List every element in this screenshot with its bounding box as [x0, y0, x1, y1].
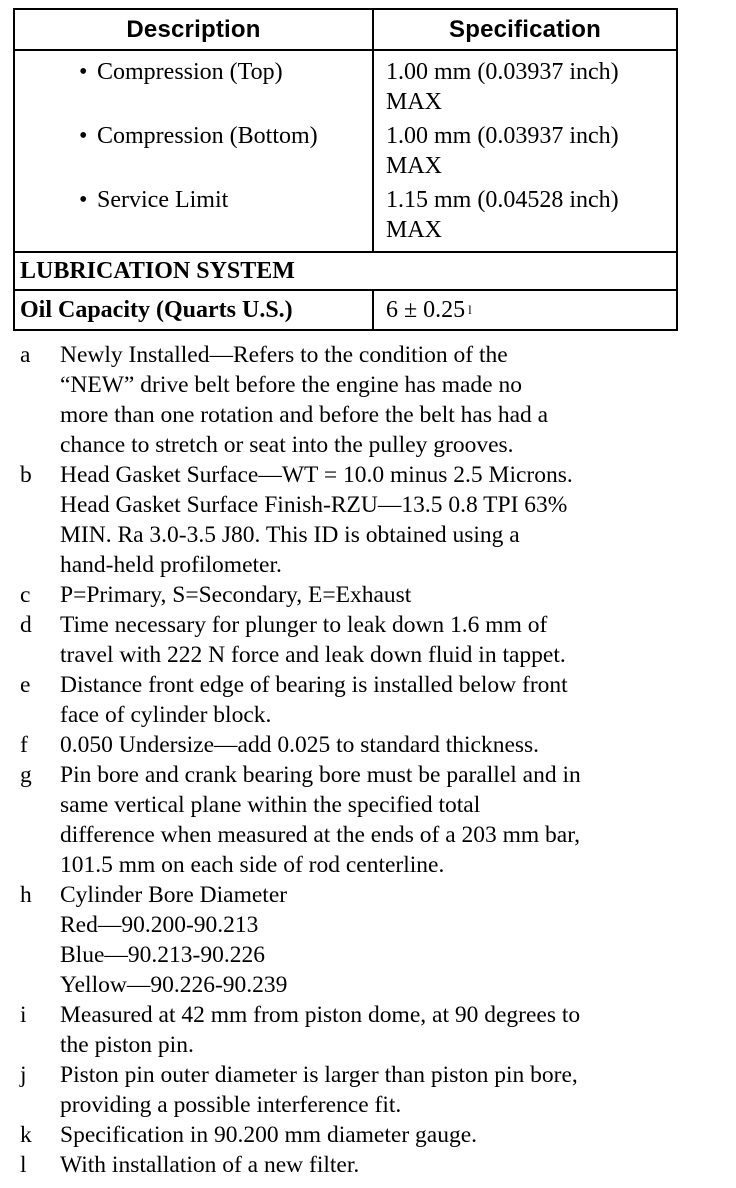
footnote-letter: j	[20, 1062, 27, 1088]
spec-value: 1.00 mm (0.03937 inch)	[386, 59, 619, 85]
row-label: Compression (Bottom)	[97, 123, 318, 149]
footnote-text: 0.050 Undersize—add 0.025 to standard thickness.	[60, 732, 540, 758]
description-column	[15, 51, 374, 251]
footnote-letter: i	[20, 1002, 27, 1028]
header-specification: Specification	[449, 15, 601, 43]
footnote-text: Specification in 90.200 mm diameter gauge.	[60, 1122, 478, 1148]
footnote-letter: e	[20, 672, 31, 698]
oil-capacity-label: Oil Capacity (Quarts U.S.)	[15, 291, 374, 329]
footnote-letter: a	[20, 342, 31, 368]
specification-column	[374, 51, 676, 251]
row-label: Compression (Top)	[97, 59, 283, 85]
table-row-spec	[374, 185, 676, 245]
spec-value: 1.00 mm (0.03937 inch)	[386, 123, 619, 149]
footnote-item	[20, 670, 720, 730]
table-row-label	[15, 121, 372, 185]
header-description: Description	[15, 10, 374, 49]
footnote-letter: b	[20, 462, 32, 488]
bullet-icon: •	[79, 59, 88, 85]
bullet-icon: •	[79, 187, 88, 213]
table-row-label	[15, 57, 372, 121]
footnote-letter: f	[20, 732, 28, 758]
spec-qualifier: MAX	[386, 153, 443, 179]
compression-rows	[15, 51, 676, 253]
footnote-item	[20, 460, 720, 580]
footnote-item	[20, 1060, 720, 1120]
footnote-item	[20, 1150, 720, 1180]
footnote-text: Cylinder Bore Diameter Red—90.200-90.213 Blue—90.213-90.226 Yellow—90.226-90.239	[60, 882, 288, 998]
footnote-letter: l	[20, 1152, 27, 1178]
footnote-text: Measured at 42 mm from piston dome, at 90 degrees to the piston pin.	[60, 1002, 581, 1058]
footnote-item	[20, 580, 720, 610]
spec-table	[13, 8, 678, 331]
section-heading-lubrication: LUBRICATION SYSTEM	[15, 253, 676, 291]
footnote-text: Distance front edge of bearing is installed below front face of cylinder block.	[60, 672, 568, 728]
table-header-row	[15, 10, 676, 51]
oil-capacity-value: 6 ± 0.25	[386, 296, 466, 323]
spec-qualifier: MAX	[386, 217, 443, 243]
footnote-item	[20, 1120, 720, 1150]
footnote-text: Piston pin outer diameter is larger than piston pin bore, providing a possible interference fit.	[60, 1062, 578, 1118]
footnote-letter: g	[20, 762, 32, 788]
footnotes-list	[20, 340, 720, 1180]
footnote-item	[20, 610, 720, 670]
oil-capacity-cell: 6 ± 0.25 l	[386, 296, 472, 323]
spec-value: 1.15 mm (0.04528 inch)	[386, 187, 619, 213]
footnote-letter: c	[20, 582, 31, 608]
footnote-letter: h	[20, 882, 32, 908]
footnote-item	[20, 340, 720, 460]
footnote-text: Time necessary for plunger to leak down 1.6 mm of travel with 222 N force and leak down fluid in tappet.	[60, 612, 566, 668]
footnote-item	[20, 1000, 720, 1060]
table-row-spec	[374, 57, 676, 121]
oil-capacity-row	[15, 291, 676, 329]
row-label: Service Limit	[97, 187, 229, 213]
footnote-item	[20, 760, 720, 880]
footnote-text: Head Gasket Surface—WT = 10.0 minus 2.5 Microns. Head Gasket Surface Finish-RZU—13.5 0.8 TPI 63% MIN. Ra 3.0-3.5 J80. This ID is obtained using a hand-held profilometer.	[60, 462, 573, 578]
bullet-icon: •	[79, 123, 88, 149]
footnote-text: Newly Installed—Refers to the condition of the “NEW” drive belt before the engine has made no more than one rotation and before the belt has had a chance to stretch or seat into the pulley grooves.	[60, 342, 549, 458]
footnote-item	[20, 880, 720, 1000]
table-row-label	[15, 185, 372, 245]
footnote-text: With installation of a new filter.	[60, 1152, 360, 1178]
footnote-text: P=Primary, S=Secondary, E=Exhaust	[60, 582, 412, 608]
footnote-text: Pin bore and crank bearing bore must be parallel and in same vertical plane within the specified total difference when measured at the ends of a 203 mm bar, 101.5 mm on each side of rod centerline.	[60, 762, 581, 878]
footnote-letter: k	[20, 1122, 32, 1148]
footnote-letter: d	[20, 612, 32, 638]
spec-qualifier: MAX	[386, 89, 443, 115]
table-row-spec	[374, 121, 676, 185]
footnote-item	[20, 730, 720, 760]
